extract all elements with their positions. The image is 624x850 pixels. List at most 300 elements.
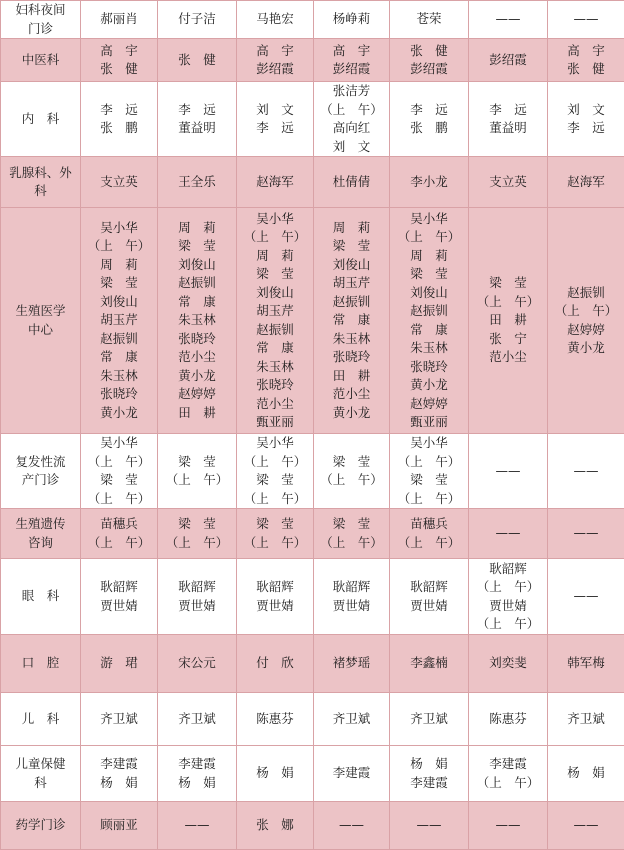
duty-cell	[81, 802, 158, 850]
doctor-name: 黄小龙	[81, 404, 157, 423]
doctor-name: 刘俊山	[390, 284, 468, 303]
doctor-name: 吴小华	[390, 434, 468, 453]
duty-cell	[548, 82, 624, 157]
duty-cell	[469, 635, 548, 693]
doctor-name: 苗穗兵	[81, 515, 157, 534]
doctor-name: 杨 娟	[158, 774, 236, 793]
doctor-name: 周 莉	[158, 219, 236, 238]
doctor-name: 张 娜	[237, 816, 313, 835]
doctor-name: 彭绍霞	[469, 51, 547, 70]
duty-cell	[158, 82, 237, 157]
doctor-name: 耿韶辉	[469, 560, 547, 579]
no-duty-dash: ——	[548, 524, 624, 543]
doctor-name: 贾世婧	[81, 597, 157, 616]
doctor-name: （上 午）	[314, 471, 389, 490]
doctor-name: 范小尘	[314, 385, 389, 404]
no-duty-dash: ——	[469, 462, 547, 481]
duty-cell	[158, 39, 237, 82]
no-duty-dash: ——	[390, 816, 468, 835]
duty-cell	[158, 559, 237, 635]
duty-cell	[390, 802, 469, 850]
duty-cell	[314, 802, 390, 850]
schedule-row	[1, 635, 624, 693]
doctor-name: 李 远	[548, 119, 624, 138]
duty-cell	[469, 746, 548, 802]
doctor-name: 甄亚丽	[237, 413, 313, 432]
department-name-line: 内 科	[1, 110, 80, 129]
doctor-name: 贾世婧	[469, 597, 547, 616]
doctor-name: 吴小华	[237, 210, 313, 229]
doctor-name: 梁 莹	[237, 471, 313, 490]
doctor-name: 吴小华	[81, 434, 157, 453]
doctor-name: （上 午）	[469, 578, 547, 597]
doctor-name: 耿韶辉	[314, 578, 389, 597]
duty-cell	[237, 746, 314, 802]
doctor-name: 赵海军	[237, 173, 313, 192]
duty-cell	[548, 208, 624, 434]
duty-cell	[81, 559, 158, 635]
doctor-name: 齐卫斌	[548, 710, 624, 729]
duty-cell	[314, 434, 390, 509]
duty-cell	[548, 509, 624, 559]
doctor-name: 支立英	[469, 173, 547, 192]
doctor-name: 苍荣	[390, 10, 468, 29]
doctor-name: 李建霞	[390, 774, 468, 793]
duty-cell	[390, 434, 469, 509]
doctor-name: 周 莉	[237, 247, 313, 266]
doctor-name: （上 午）	[237, 453, 313, 472]
doctor-name: 吴小华	[81, 219, 157, 238]
doctor-name: 贾世婧	[314, 597, 389, 616]
doctor-name: 梁 莹	[158, 515, 236, 534]
duty-cell	[237, 509, 314, 559]
duty-cell	[548, 635, 624, 693]
duty-cell	[81, 1, 158, 39]
duty-cell	[548, 39, 624, 82]
duty-cell	[390, 509, 469, 559]
duty-cell	[469, 693, 548, 746]
doctor-name: 刘俊山	[158, 256, 236, 275]
doctor-name: 贾世婧	[237, 597, 313, 616]
duty-cell	[81, 509, 158, 559]
duty-cell	[81, 39, 158, 82]
doctor-name: 王全乐	[158, 173, 236, 192]
doctor-name: 朱玉林	[390, 339, 468, 358]
doctor-name: 张 宁	[469, 330, 547, 349]
duty-cell	[469, 434, 548, 509]
duty-cell	[390, 693, 469, 746]
doctor-name: 刘 文	[314, 138, 389, 157]
department-name-line: 咨询	[1, 534, 80, 553]
doctor-name: （上 午）	[390, 228, 468, 247]
doctor-name: 苗穗兵	[390, 515, 468, 534]
doctor-name: 彭绍霞	[314, 60, 389, 79]
doctor-name: 杨 娟	[390, 755, 468, 774]
doctor-name: 张晓玲	[237, 376, 313, 395]
department-name-line: 门诊	[1, 20, 80, 39]
duty-cell	[314, 746, 390, 802]
duty-cell	[237, 208, 314, 434]
doctor-name: 高向红	[314, 119, 389, 138]
doctor-name: 常 康	[81, 348, 157, 367]
doctor-name: （上 午）	[390, 534, 468, 553]
schedule-row	[1, 39, 624, 82]
department-name-line: 妇科夜间	[1, 1, 80, 20]
doctor-name: 梁 莹	[237, 515, 313, 534]
duty-cell	[390, 1, 469, 39]
no-duty-dash: ——	[548, 462, 624, 481]
department-name-line: 生殖遗传	[1, 515, 80, 534]
doctor-name: 刘奕斐	[469, 654, 547, 673]
schedule-row	[1, 746, 624, 802]
duty-cell	[314, 559, 390, 635]
duty-cell	[548, 157, 624, 208]
duty-cell	[81, 434, 158, 509]
doctor-name: 范小尘	[237, 395, 313, 414]
department-name	[1, 157, 81, 208]
doctor-name: 田 耕	[314, 367, 389, 386]
department-name-line: 中医科	[1, 51, 80, 70]
doctor-name: （上 午）	[237, 490, 313, 509]
doctor-name: 杨 娟	[237, 764, 313, 783]
doctor-name: （上 午）	[158, 534, 236, 553]
doctor-name: 张 鹏	[390, 119, 468, 138]
schedule-body	[1, 1, 624, 850]
duty-cell	[237, 559, 314, 635]
doctor-name: 吴小华	[237, 434, 313, 453]
doctor-name: 张晓玲	[81, 385, 157, 404]
doctor-name: 郝丽肖	[81, 10, 157, 29]
doctor-name: 支立英	[81, 173, 157, 192]
department-name-line: 眼 科	[1, 587, 80, 606]
duty-cell	[158, 635, 237, 693]
doctor-name: 梁 莹	[237, 265, 313, 284]
doctor-name: 胡玉芹	[81, 311, 157, 330]
no-duty-dash: ——	[469, 816, 547, 835]
doctor-name: （上 午）	[469, 774, 547, 793]
doctor-name: （上 午）	[81, 237, 157, 256]
doctor-name: （上 午）	[81, 453, 157, 472]
duty-cell	[390, 746, 469, 802]
doctor-name: 梁 莹	[81, 471, 157, 490]
doctor-name: 朱玉林	[237, 358, 313, 377]
doctor-name: 耿韶辉	[237, 578, 313, 597]
doctor-name: 耿韶辉	[81, 578, 157, 597]
duty-cell	[81, 746, 158, 802]
doctor-name: 张 健	[158, 51, 236, 70]
department-name-line: 药学门诊	[1, 816, 80, 835]
department-name	[1, 559, 81, 635]
doctor-name: 刘俊山	[314, 256, 389, 275]
doctor-name: 李 远	[390, 101, 468, 120]
department-name	[1, 509, 81, 559]
duty-cell	[158, 509, 237, 559]
duty-cell	[158, 693, 237, 746]
doctor-name: （上 午）	[81, 490, 157, 509]
doctor-name: 张 鹏	[81, 119, 157, 138]
doctor-name: 黄小龙	[548, 339, 624, 358]
no-duty-dash: ——	[469, 10, 547, 29]
doctor-name: 董益明	[469, 119, 547, 138]
doctor-name: 齐卫斌	[390, 710, 468, 729]
department-name-line: 中心	[1, 321, 80, 340]
doctor-name: 李鑫楠	[390, 654, 468, 673]
doctor-name: 赵振钏	[548, 284, 624, 303]
department-name	[1, 1, 81, 39]
duty-cell	[237, 693, 314, 746]
doctor-name: 陈惠芬	[469, 710, 547, 729]
doctor-name: 李小龙	[390, 173, 468, 192]
doctor-name: 吴小华	[390, 210, 468, 229]
schedule-row	[1, 157, 624, 208]
doctor-name: 黄小龙	[314, 404, 389, 423]
doctor-name: 刘 文	[548, 101, 624, 120]
doctor-name: 李 远	[81, 101, 157, 120]
doctor-name: 梁 莹	[158, 237, 236, 256]
doctor-name: 梁 莹	[314, 515, 389, 534]
duty-cell	[314, 693, 390, 746]
duty-cell	[469, 509, 548, 559]
doctor-name: 高 宇	[548, 42, 624, 61]
doctor-name: 贾世婧	[158, 597, 236, 616]
schedule-row	[1, 1, 624, 39]
no-duty-dash: ——	[469, 524, 547, 543]
doctor-name: 高 宇	[81, 42, 157, 61]
doctor-name: 朱玉林	[314, 330, 389, 349]
duty-cell	[469, 802, 548, 850]
doctor-name: （上 午）	[390, 490, 468, 509]
duty-cell	[469, 82, 548, 157]
duty-cell	[469, 208, 548, 434]
duty-cell	[81, 157, 158, 208]
doctor-name: 李 远	[158, 101, 236, 120]
doctor-name: 马艳宏	[237, 10, 313, 29]
doctor-name: （上 午）	[158, 471, 236, 490]
doctor-name: 贾世婧	[390, 597, 468, 616]
doctor-name: 赵振钏	[314, 293, 389, 312]
duty-cell	[390, 82, 469, 157]
doctor-name: 梁 莹	[158, 453, 236, 472]
duty-cell	[548, 802, 624, 850]
duty-cell	[158, 434, 237, 509]
doctor-name: 张 健	[81, 60, 157, 79]
doctor-name: 朱玉林	[81, 367, 157, 386]
doctor-name: 赵振钏	[158, 274, 236, 293]
doctor-name: 李 远	[237, 119, 313, 138]
doctor-name: 常 康	[237, 339, 313, 358]
doctor-name: 赵婷婷	[390, 395, 468, 414]
department-name	[1, 434, 81, 509]
doctor-name: 褚梦瑶	[314, 654, 389, 673]
duty-cell	[548, 746, 624, 802]
doctor-name: 张晓玲	[314, 348, 389, 367]
duty-cell	[237, 434, 314, 509]
schedule-row	[1, 802, 624, 850]
doctor-name: 赵婷婷	[548, 321, 624, 340]
duty-cell	[390, 157, 469, 208]
duty-cell	[81, 208, 158, 434]
doctor-name: （上 午）	[314, 101, 389, 120]
schedule-row	[1, 509, 624, 559]
duty-cell	[314, 635, 390, 693]
department-name	[1, 82, 81, 157]
duty-cell	[158, 746, 237, 802]
doctor-name: 常 康	[314, 311, 389, 330]
doctor-name: 黄小龙	[158, 367, 236, 386]
doctor-name: 甄亚丽	[390, 413, 468, 432]
duty-cell	[237, 1, 314, 39]
doctor-name: 赵振钏	[390, 302, 468, 321]
doctor-name: 张晓玲	[390, 358, 468, 377]
doctor-name: 黄小龙	[390, 376, 468, 395]
duty-cell	[314, 39, 390, 82]
duty-cell	[314, 1, 390, 39]
department-name	[1, 746, 81, 802]
doctor-name: 张洁芳	[314, 82, 389, 101]
no-duty-dash: ——	[548, 587, 624, 606]
doctor-name: 周 莉	[390, 247, 468, 266]
doctor-name: 周 莉	[314, 219, 389, 238]
duty-cell	[237, 157, 314, 208]
doctor-name: 张 健	[390, 42, 468, 61]
doctor-name: 高 宇	[237, 42, 313, 61]
duty-cell	[469, 157, 548, 208]
duty-cell	[390, 559, 469, 635]
duty-cell	[237, 635, 314, 693]
duty-cell	[158, 1, 237, 39]
duty-cell	[81, 635, 158, 693]
doctor-name: 齐卫斌	[158, 710, 236, 729]
doctor-name: 董益明	[158, 119, 236, 138]
duty-cell	[548, 434, 624, 509]
doctor-name: 张 健	[548, 60, 624, 79]
doctor-name: 高 宇	[314, 42, 389, 61]
department-name	[1, 802, 81, 850]
doctor-name: （上 午）	[237, 228, 313, 247]
duty-cell	[314, 157, 390, 208]
doctor-name: 陈惠芬	[237, 710, 313, 729]
department-name-line: 科	[1, 774, 80, 793]
doctor-name: 赵海军	[548, 173, 624, 192]
department-name	[1, 208, 81, 434]
doctor-name: （上 午）	[390, 453, 468, 472]
duty-cell	[548, 693, 624, 746]
duty-cell	[314, 509, 390, 559]
no-duty-dash: ——	[548, 816, 624, 835]
department-name-line: 乳腺科、外	[1, 164, 80, 183]
duty-cell	[469, 39, 548, 82]
doctor-name: 付 欣	[237, 654, 313, 673]
doctor-name: 范小尘	[158, 348, 236, 367]
doctor-name: 彭绍霞	[237, 60, 313, 79]
duty-cell	[469, 559, 548, 635]
doctor-name: （上 午）	[314, 534, 389, 553]
doctor-name: 周 莉	[81, 256, 157, 275]
doctor-name: 常 康	[158, 293, 236, 312]
duty-cell	[158, 802, 237, 850]
department-name-line: 生殖医学	[1, 302, 80, 321]
duty-cell	[390, 39, 469, 82]
doctor-name: 赵振钏	[81, 330, 157, 349]
duty-cell	[158, 157, 237, 208]
doctor-name: 杨 娟	[548, 764, 624, 783]
doctor-name: 梁 莹	[314, 453, 389, 472]
doctor-name: 李建霞	[81, 755, 157, 774]
doctor-name: 宋公元	[158, 654, 236, 673]
duty-cell	[390, 635, 469, 693]
doctor-name: 梁 莹	[390, 471, 468, 490]
department-name-line: 口 腔	[1, 654, 80, 673]
doctor-name: 梁 莹	[469, 274, 547, 293]
department-name-line: 科	[1, 182, 80, 201]
doctor-name: 耿韶辉	[390, 578, 468, 597]
doctor-name: 李建霞	[314, 764, 389, 783]
no-duty-dash: ——	[158, 816, 236, 835]
doctor-name: 赵婷婷	[158, 385, 236, 404]
doctor-name: 梁 莹	[390, 265, 468, 284]
doctor-name: 杨峥莉	[314, 10, 389, 29]
duty-cell	[548, 559, 624, 635]
duty-cell	[158, 208, 237, 434]
schedule-row	[1, 434, 624, 509]
doctor-name: 胡玉芹	[237, 302, 313, 321]
doctor-name: 张晓玲	[158, 330, 236, 349]
doctor-name: 耿韶辉	[158, 578, 236, 597]
no-duty-dash: ——	[314, 816, 389, 835]
doctor-name: 胡玉芹	[314, 274, 389, 293]
department-name-line: 产门诊	[1, 471, 80, 490]
doctor-name: 田 耕	[469, 311, 547, 330]
duty-cell	[314, 82, 390, 157]
doctor-name: （上 午）	[81, 534, 157, 553]
duty-cell	[237, 39, 314, 82]
duty-cell	[81, 693, 158, 746]
doctor-name: 范小尘	[469, 348, 547, 367]
department-name-line: 复发性流	[1, 453, 80, 472]
doctor-name: 刘俊山	[81, 293, 157, 312]
duty-cell	[237, 82, 314, 157]
duty-cell	[314, 208, 390, 434]
doctor-name: 梁 莹	[81, 274, 157, 293]
doctor-name: 田 耕	[158, 404, 236, 423]
duty-cell	[237, 802, 314, 850]
doctor-name: 游 珺	[81, 654, 157, 673]
department-name	[1, 39, 81, 82]
duty-cell	[390, 208, 469, 434]
doctor-name: 齐卫斌	[81, 710, 157, 729]
doctor-name: 杜倩倩	[314, 173, 389, 192]
doctor-name: 齐卫斌	[314, 710, 389, 729]
no-duty-dash: ——	[548, 10, 624, 29]
department-name	[1, 635, 81, 693]
doctor-name: 李 远	[469, 101, 547, 120]
doctor-name: （上 午）	[469, 293, 547, 312]
schedule-row	[1, 82, 624, 157]
schedule-row	[1, 208, 624, 434]
doctor-name: （上 午）	[469, 615, 547, 634]
doctor-name: 刘 文	[237, 101, 313, 120]
duty-cell	[548, 1, 624, 39]
schedule-row	[1, 693, 624, 746]
department-name	[1, 693, 81, 746]
doctor-name: 彭绍霞	[390, 60, 468, 79]
doctor-name: 杨 娟	[81, 774, 157, 793]
doctor-name: 刘俊山	[237, 284, 313, 303]
doctor-name: （上 午）	[548, 302, 624, 321]
doctor-name: 朱玉林	[158, 311, 236, 330]
department-name-line: 儿 科	[1, 710, 80, 729]
doctor-name: 梁 莹	[314, 237, 389, 256]
